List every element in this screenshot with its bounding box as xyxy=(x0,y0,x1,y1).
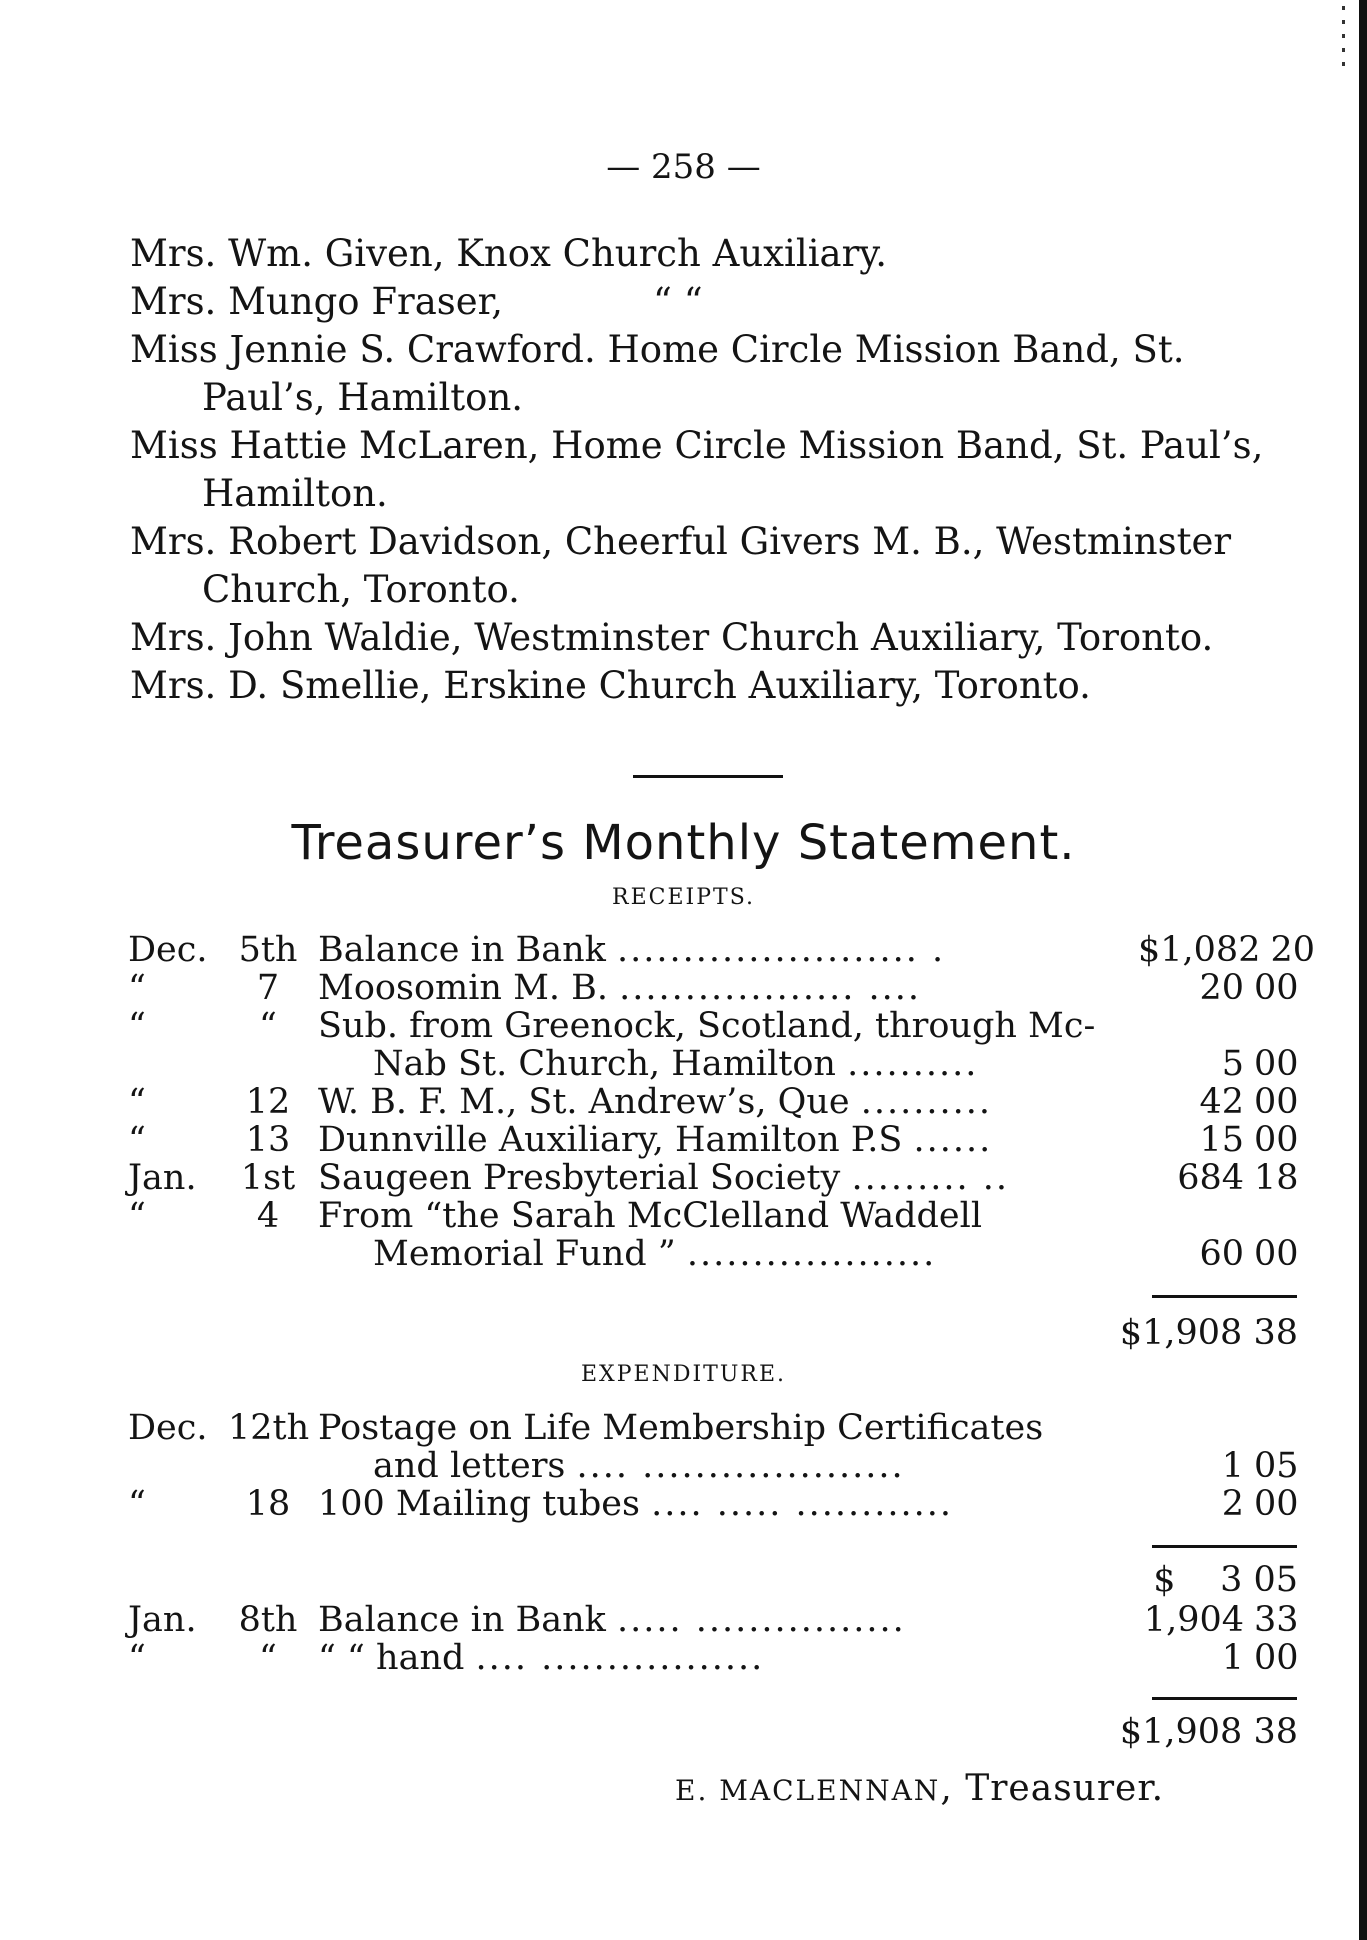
amount-dollars: 20 xyxy=(1199,968,1244,1008)
amount-cents: 00 xyxy=(1254,1044,1299,1084)
ditto-mark: “ “ xyxy=(653,280,703,323)
entry-month: Jan. xyxy=(128,1600,197,1640)
entry-amount xyxy=(1138,930,1316,970)
entry-month: “ xyxy=(128,1638,146,1678)
leader-dots: ......... .. xyxy=(851,1158,1009,1198)
leader-dots: ...... xyxy=(913,1120,993,1160)
entry-amount xyxy=(1138,1484,1298,1524)
list-item: Mrs. Wm. Given, Knox Church Auxiliary. xyxy=(130,232,888,275)
entry-description xyxy=(318,1120,1213,1160)
receipts-total: $1,908 38 xyxy=(1119,1313,1298,1353)
amount-cents: 00 xyxy=(1254,1120,1299,1160)
entry-text: “ “ hand xyxy=(318,1638,465,1678)
leader-dots: ................... xyxy=(686,1234,937,1274)
entry-description xyxy=(373,1234,1213,1274)
amount-cents: 00 xyxy=(1254,1638,1299,1678)
amount-cents: 00 xyxy=(1254,968,1299,1008)
entry-description xyxy=(318,1196,1213,1236)
leader-dots: .......... xyxy=(847,1044,979,1084)
entry-description xyxy=(318,930,1213,970)
entry-amount xyxy=(1138,1044,1298,1084)
entry-description xyxy=(318,1082,1213,1122)
entry-day: “ xyxy=(259,1006,277,1046)
member-name: Mrs. Mungo Fraser, xyxy=(130,280,504,323)
amount-dollars: 15 xyxy=(1199,1120,1244,1160)
ledger-row xyxy=(128,1600,1298,1638)
amount-dollars: 60 xyxy=(1199,1234,1244,1274)
entry-description xyxy=(373,1044,1213,1084)
ledger-row xyxy=(128,1408,1298,1446)
entry-amount xyxy=(1138,968,1298,1008)
entry-amount xyxy=(1138,1408,1298,1448)
grand-total: $1,908 38 xyxy=(1119,1712,1298,1752)
entry-description xyxy=(318,1006,1213,1046)
entry-amount xyxy=(1138,1446,1298,1486)
entry-month: “ xyxy=(128,1082,146,1122)
entry-amount xyxy=(1138,1120,1298,1160)
entry-description xyxy=(318,1638,1213,1678)
ledger-row xyxy=(128,968,1298,1006)
entry-month: “ xyxy=(128,1120,146,1160)
entry-text: Sub. from Greenock, Scotland, through Mc- xyxy=(318,1006,1096,1046)
balance-ledger xyxy=(128,1600,1298,1676)
entry-day: 12th xyxy=(228,1408,310,1448)
amount-dollars: 5 xyxy=(1221,1044,1244,1084)
leader-dots: .... .................... xyxy=(576,1446,905,1486)
amount-dollars: 1 xyxy=(1221,1446,1244,1486)
amount-cents: 18 xyxy=(1254,1158,1299,1198)
entry-text: From “the Sarah McClelland Waddell xyxy=(318,1196,983,1236)
expenditure-subtotal: $ 3 05 xyxy=(1153,1560,1298,1600)
ledger-row xyxy=(128,1196,1298,1234)
entry-text: Moosomin M. B. xyxy=(318,968,608,1008)
ledger-row xyxy=(128,930,1316,970)
entry-description xyxy=(318,968,1213,1008)
entry-day: 12 xyxy=(245,1082,291,1122)
amount-cents: 00 xyxy=(1254,1082,1299,1122)
entry-amount xyxy=(1138,1082,1298,1122)
entry-amount xyxy=(1138,1196,1298,1236)
entry-month: “ xyxy=(128,968,146,1008)
ledger-row xyxy=(128,1044,1298,1082)
amount-dollars: $1,082 xyxy=(1138,930,1261,970)
leader-dots: ....................... . xyxy=(616,930,946,970)
entry-day: “ xyxy=(259,1638,277,1678)
amount-dollars: 42 xyxy=(1199,1082,1244,1122)
treasurer-name: E. MACLENNAN xyxy=(675,1774,941,1807)
entry-day: 5th xyxy=(238,930,298,970)
entry-month: Dec. xyxy=(128,1408,208,1448)
leader-dots: .... ................. xyxy=(475,1638,765,1678)
entry-amount xyxy=(1138,1234,1298,1274)
amount-cents: 33 xyxy=(1254,1600,1299,1640)
leader-dots: .... ..... ............ xyxy=(651,1484,954,1524)
list-item: Miss Jennie S. Crawford. Home Circle Mission Band, St. Paul’s, Hamilton. xyxy=(130,328,1185,419)
list-item: Miss Hattie McLaren, Home Circle Mission Band, St. Paul’s, Hamilton. xyxy=(130,424,1264,515)
sum-rule xyxy=(1152,1697,1297,1700)
amount-cents: 00 xyxy=(1254,1234,1299,1274)
amount-cents: 00 xyxy=(1254,1484,1299,1524)
amount-dollars: 2 xyxy=(1221,1484,1244,1524)
list-item: Mrs. John Waldie, Westminster Church Auxiliary, Toronto. xyxy=(130,616,1214,659)
leader-dots: .......... xyxy=(860,1082,992,1122)
sum-rule xyxy=(1152,1295,1297,1298)
entry-month: Dec. xyxy=(128,930,208,970)
entry-day: 13 xyxy=(245,1120,291,1160)
leader-dots: ..... ................ xyxy=(616,1600,906,1640)
entry-amount xyxy=(1138,1600,1298,1640)
entry-day: 8th xyxy=(238,1600,298,1640)
ledger-row xyxy=(128,1484,1298,1522)
amount-cents: 05 xyxy=(1254,1446,1299,1486)
entry-description xyxy=(373,1446,1213,1486)
receipts-ledger xyxy=(128,930,1316,1274)
entry-month: Jan. xyxy=(128,1158,197,1198)
entry-description xyxy=(318,1408,1213,1448)
entry-text: Postage on Life Membership Certificates xyxy=(318,1408,1044,1448)
ledger-row xyxy=(128,1082,1298,1120)
members-list xyxy=(130,230,1300,710)
entry-text: Saugeen Presbyterial Society xyxy=(318,1158,841,1198)
statement-title: Treasurer’s Monthly Statement. xyxy=(291,815,1076,871)
entry-text: W. B. F. M., St. Andrew’s, Que xyxy=(318,1082,850,1122)
entry-day: 18 xyxy=(245,1484,291,1524)
amount-dollars: 1 xyxy=(1221,1638,1244,1678)
ledger-row xyxy=(128,1446,1298,1484)
page-edge-shadow xyxy=(1359,0,1367,1940)
receipts-heading: RECEIPTS. xyxy=(612,885,755,910)
entry-day: 1st xyxy=(240,1158,296,1198)
sum-rule xyxy=(1152,1545,1297,1548)
treasurer-role: , Treasurer. xyxy=(940,1768,1165,1809)
entry-description xyxy=(318,1484,1213,1524)
section-divider xyxy=(633,775,783,778)
entry-text: Balance in Bank xyxy=(318,930,606,970)
list-item: Mrs. Robert Davidson, Cheerful Givers M. B., Westminster Church, Toronto. xyxy=(130,520,1232,611)
amount-dollars: 684 xyxy=(1177,1158,1244,1198)
entry-day: 7 xyxy=(256,968,280,1008)
amount-cents: 20 xyxy=(1270,930,1316,970)
entry-description xyxy=(318,1600,1213,1640)
entry-text: Memorial Fund ” xyxy=(373,1234,676,1274)
entry-month: “ xyxy=(128,1484,146,1524)
entry-text: and letters xyxy=(373,1446,566,1486)
ledger-row xyxy=(128,1120,1298,1158)
entry-month: “ xyxy=(128,1196,146,1236)
leader-dots: .................. .... xyxy=(619,968,922,1008)
amount-dollars: 1,904 xyxy=(1143,1600,1244,1640)
ledger-row xyxy=(128,1006,1298,1044)
ledger-row xyxy=(128,1234,1298,1272)
page-edge-marks xyxy=(1342,6,1345,66)
page-number: — 258 — xyxy=(606,147,761,187)
entry-text: Balance in Bank xyxy=(318,1600,606,1640)
list-item: Mrs. D. Smellie, Erskine Church Auxiliary, Toronto. xyxy=(130,664,1091,707)
treasurer-signature xyxy=(675,1768,1164,1809)
entry-amount xyxy=(1138,1006,1298,1046)
entry-description xyxy=(318,1158,1213,1198)
entry-text: Nab St. Church, Hamilton xyxy=(373,1044,836,1084)
expenditure-ledger xyxy=(128,1408,1298,1522)
entry-text: Dunnville Auxiliary, Hamilton P.S xyxy=(318,1120,903,1160)
entry-day: 4 xyxy=(256,1196,280,1236)
entry-amount xyxy=(1138,1638,1298,1678)
entry-month: “ xyxy=(128,1006,146,1046)
expenditure-heading: EXPENDITURE. xyxy=(581,1362,786,1387)
entry-amount xyxy=(1138,1158,1298,1198)
ledger-row xyxy=(128,1638,1298,1676)
ledger-row xyxy=(128,1158,1298,1196)
entry-text: 100 Mailing tubes xyxy=(318,1484,640,1524)
list-item xyxy=(130,278,1300,326)
